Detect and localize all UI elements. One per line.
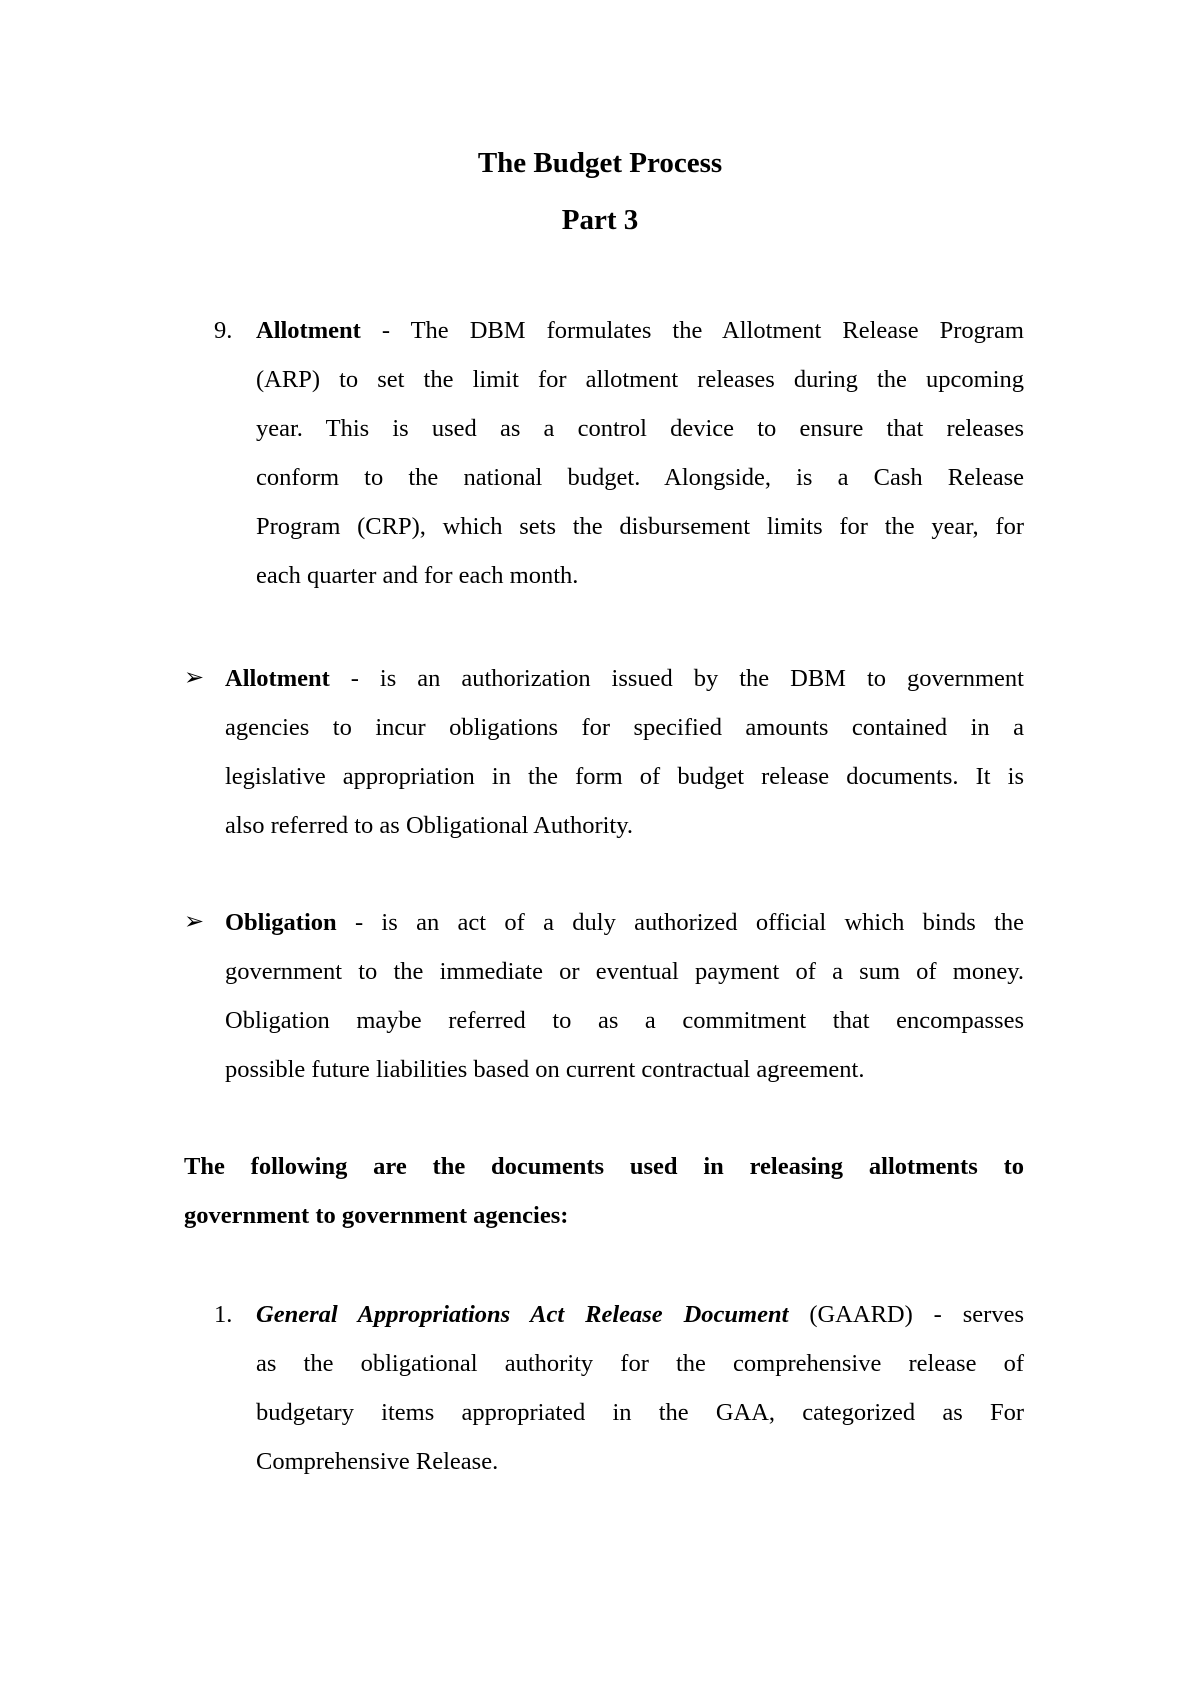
item-number: 9. <box>214 317 233 344</box>
paragraph-line: government to the immediate or eventual payment of a sum of money. <box>225 958 1024 985</box>
paragraph-line: General Appropriations Act Release Document (GAARD) - serves <box>256 1301 1024 1328</box>
paragraph-line: Allotment - is an authorization issued by the DBM to government <box>225 665 1024 692</box>
term-gaard: General Appropriations Act Release Document <box>256 1301 789 1328</box>
term-allotment: Allotment <box>256 317 361 344</box>
paragraph-line: also referred to as Obligational Authority. <box>225 812 633 839</box>
obligation-definition <box>225 898 1024 1094</box>
paragraph-line: Obligation maybe referred to as a commitment that encompasses <box>225 1007 1024 1034</box>
paragraph-line: conform to the national budget. Alongside, is a Cash Release <box>256 464 1024 491</box>
paragraph-line: budgetary items appropriated in the GAA, categorized as For <box>256 1399 1024 1426</box>
paragraph-line: The following are the documents used in releasing allotments to <box>184 1153 1024 1180</box>
arrow-bullet-icon: ➢ <box>184 909 205 935</box>
paragraph-line: Program (CRP), which sets the disbursement limits for the year, for <box>256 513 1024 540</box>
paragraph-line: each quarter and for each month. <box>256 562 579 589</box>
gaard-paragraph <box>256 1290 1024 1486</box>
item9-paragraph <box>256 306 1024 600</box>
paragraph-line: Comprehensive Release. <box>256 1448 499 1475</box>
paragraph-line: government to government agencies: <box>184 1202 569 1229</box>
term-allotment: Allotment <box>225 665 330 692</box>
page-subtitle: Part 3 <box>561 204 639 236</box>
paragraph-line: legislative appropriation in the form of budget release documents. It is <box>225 763 1024 790</box>
item-number: 1. <box>214 1301 233 1328</box>
documents-intro <box>184 1142 1024 1240</box>
paragraph-line: as the obligational authority for the comprehensive release of <box>256 1350 1024 1377</box>
paragraph-line: agencies to incur obligations for specified amounts contained in a <box>225 714 1024 741</box>
paragraph-line: possible future liabilities based on current contractual agreement. <box>225 1056 865 1083</box>
paragraph-line: Obligation - is an act of a duly authorized official which binds the <box>225 909 1024 936</box>
arrow-bullet-icon: ➢ <box>184 665 205 691</box>
paragraph-line: (ARP) to set the limit for allotment releases during the upcoming <box>256 366 1024 393</box>
allotment-definition <box>225 654 1024 850</box>
paragraph-line: year. This is used as a control device to ensure that releases <box>256 415 1024 442</box>
term-obligation: Obligation <box>225 909 337 936</box>
paragraph-line: Allotment - The DBM formulates the Allotment Release Program <box>256 317 1024 344</box>
page-title: The Budget Process <box>477 147 723 179</box>
